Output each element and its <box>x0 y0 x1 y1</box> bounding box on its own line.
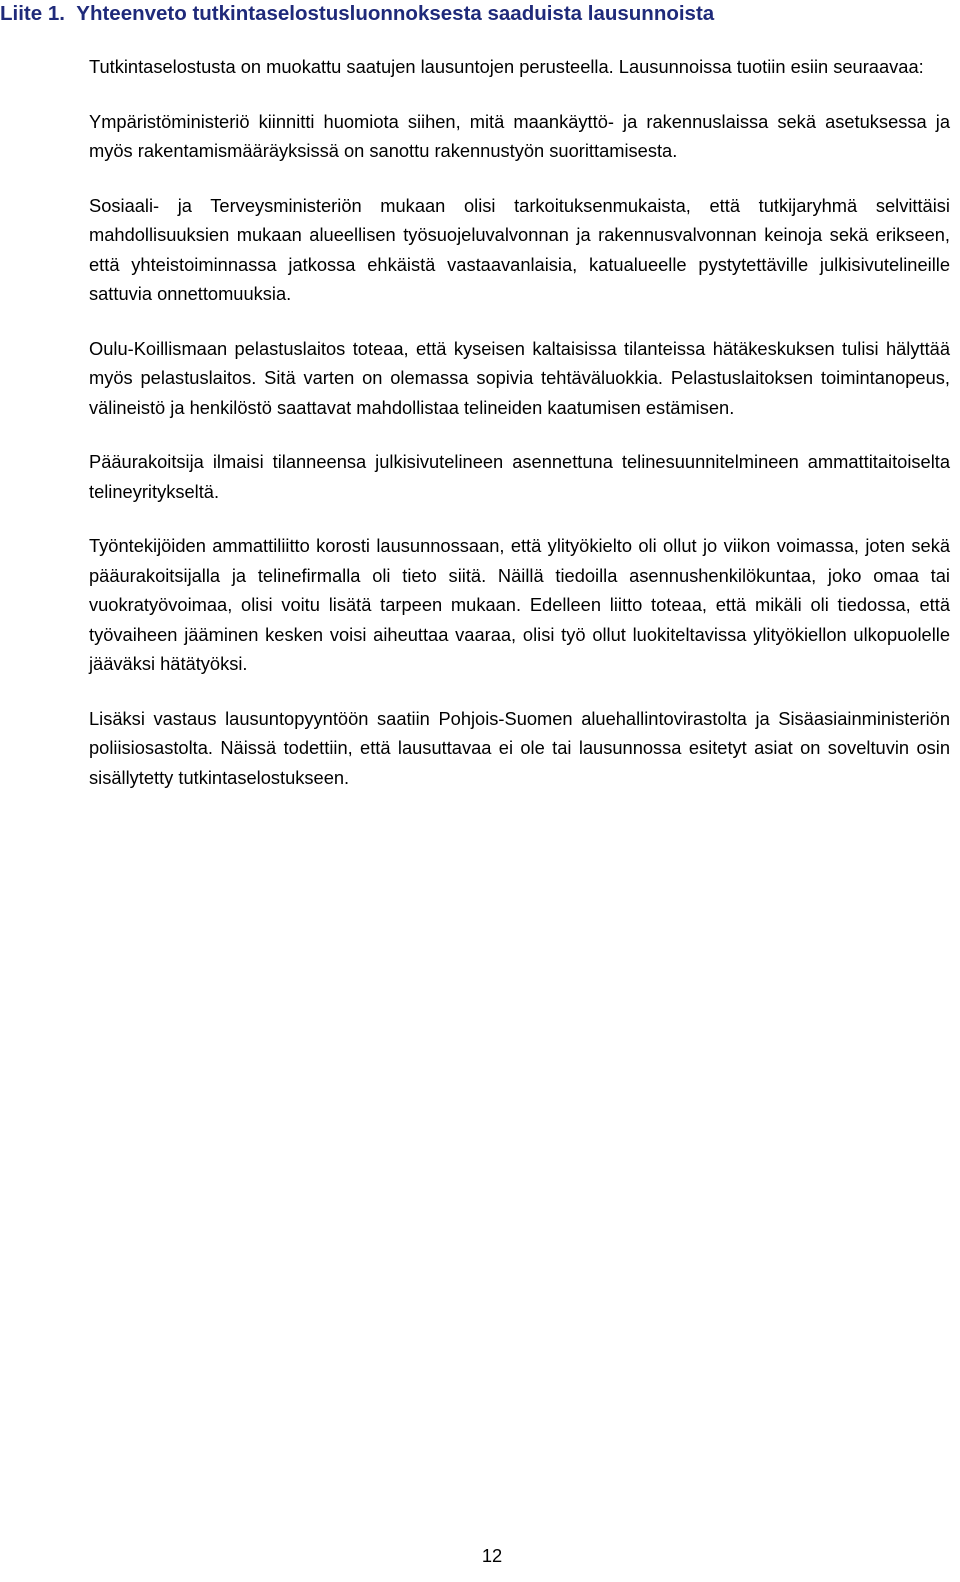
paragraph-rescue-department: Oulu-Koillismaan pelastuslaitos toteaa, että kyseisen kaltaisissa tilanteissa hätäkeskuksen tulisi hälyttää myös pelastuslaitos. Sitä varten on olemassa sopivia tehtäväluokkia. Pelastuslaitoksen toimintanopeus, välineistö ja henkilöstö saattavat mahdollistaa telineiden kaatumisen estämisen. <box>89 337 950 418</box>
paragraph-social-health-ministry: Sosiaali- ja Terveysministeriön mukaan olisi tarkoituksenmukaista, että tutkijaryhmä selvittäisi mahdollisuuksien mukaan alueellisen työsuojeluvalvonnan ja rakennusvalvonnan keinoja sekä erikseen, että yhteistoiminnassa jatkossa ehkäistä vastaavanlaisia, katualueelle pystytettäville julkisivutelineille sattuvia onnettomuuksia. <box>89 194 950 304</box>
appendix-label: Liite 1. <box>0 2 65 25</box>
paragraph-trade-union: Työntekijöiden ammattiliitto korosti lausunnossaan, että ylityökielto oli ollut jo viikon voimassa, joten sekä pääurakoitsijalla ja telinefirmalla oli tieto siitä. Näillä tiedoilla asennushenkilökuntaa, joko omaa tai vuokratyövoimaa, olisi voitu lisätä tarpeen mukaan. Edelleen liitto toteaa, että mikäli oli tiedossa, että työvaiheen jääminen kesken voisi aiheuttaa vaaraa, olisi työ ollut luokiteltavissa ylityökiellon ulkopuolelle jääväksi hätätyöksi. <box>89 535 950 674</box>
paragraph-main-contractor: Pääurakoitsija ilmaisi tilanneensa julkisivutelineen asennettuna telinesuunnitelmineen ammattitaitoiselta telineyritykseltä. <box>89 451 950 502</box>
appendix-title: Yhteenveto tutkintaselostusluonnoksesta saaduista lausunnoista <box>76 2 715 25</box>
paragraph-intro: Tutkintaselostusta on muokattu saatujen lausuntojen perusteella. Lausunnoissa tuotiin esiin seuraavaa: <box>89 56 924 77</box>
page-number: 12 <box>481 1545 503 1566</box>
document-body <box>89 52 950 817</box>
paragraph-other-responses: Lisäksi vastaus lausuntopyyntöön saatiin Pohjois-Suomen aluehallintovirastolta ja Sisäasiainministeriön poliisiosastolta. Näissä todettiin, että lausuttavaa ei ole tai lausunnossa esitetyt asiat on soveltuvin osin sisällytetty tutkintaselostukseen. <box>89 707 950 788</box>
appendix-heading <box>0 0 955 28</box>
paragraph-environment-ministry: Ympäristöministeriö kiinnitti huomiota siihen, mitä maankäyttö- ja rakennuslaissa sekä asetuksessa ja myös rakentamismääräyksissä on sanottu rakennustyön suorittamisesta. <box>89 110 950 161</box>
